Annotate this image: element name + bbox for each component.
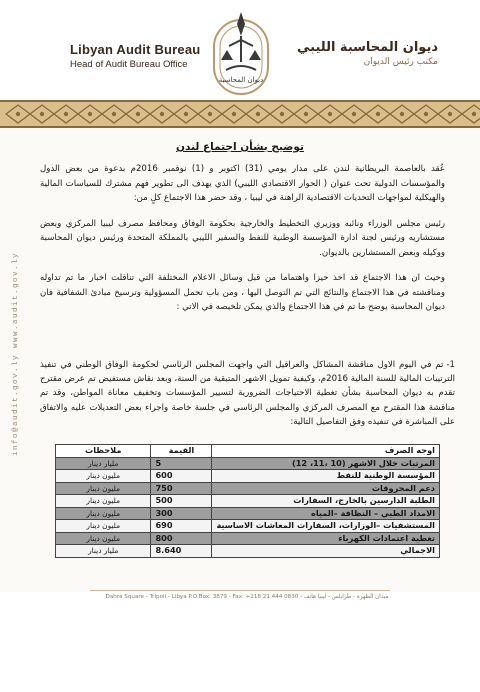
row-value: 300 [151,507,212,520]
ornament-dot [184,112,188,116]
numbered-item-1 [40,358,455,429]
body-paragraphs [40,162,445,326]
row-item: الاجمالي [212,545,440,558]
side-contact-strip [6,250,22,480]
letterhead [0,0,480,100]
ornament-dot [472,112,476,116]
ornament-dot [424,112,428,116]
table-row [56,457,440,470]
row-item: المرتبات خلال الاشهر (10 ،11، 12) [212,457,440,470]
audit-bureau-logo [212,10,270,96]
ornament-dot [16,112,20,116]
row-item: المؤسسة الوطنية للنفط [212,470,440,483]
paragraph-intro: عُقد بالعاصمة البريطانية لندن على مدار يومي (31) اكتوبر و (1) نوفمبر 2016م بدعوة من بعض الدول والمؤسسات الدولية تحت عنوان ( الحوار الاقتصادي الليبي) الذي يهدف الى تطوير فهم مشترك للسياسات المالية والهيكلية لمواجهات التحديات الاقتصادية الراهنة في ليبيا ، وقد حضر هذا الاجتماع كلٍ من: [40,164,446,203]
ornament-dot [280,112,284,116]
office-name-english: Head of Audit Bureau Office [70,59,188,70]
brand-arabic [268,40,438,67]
footer-address: Dahra Square - Tripoli - Libya P.O.Box: 3879 - Fax: +218 21 444 0830 - ميدان الظهرة - طرابلس - ليبيا هاتف [105,594,389,600]
ornament-dot [64,112,68,116]
side-url-text: info@audit.gov.ly www.audit.gov.ly [12,251,20,457]
row-value: 500 [151,495,212,508]
row-note: مليون دينار [56,520,151,533]
row-note: مليون دينار [56,507,151,520]
ornament-dot [400,112,404,116]
row-note: مليون دينار [56,532,151,545]
table-row [56,470,440,483]
row-value: 600 [151,470,212,483]
ornament-dot [208,112,212,116]
org-name-arabic: ديوان المحاسبة الليبي [297,40,438,55]
ornament-dot [136,112,140,116]
table-row [56,532,440,545]
ornament-dot [328,112,332,116]
row-value: 690 [151,520,212,533]
table-header-row [56,445,440,458]
paragraph-purpose: وحيث ان هذا الاجتماع قد اخذ حيزا واهتماما من قبل وسائل الاعلام المختلفة التي تناقلت اخبار ما تم تداوله ومناقشته في هذا الاجتماع والنتائج التي تم التوصل اليها ، ومن باب تحمل المسؤولية وترسيخ مبادئ الشفافية فان ديوان المحاسبة يوضح ما تم في هذا الاجتماع والذي يمكن تلخيصه في الاتي : [40,273,445,312]
row-value: 750 [151,482,212,495]
logo-text: ديوان المحاسبة [218,76,264,84]
ornament-dot [448,112,452,116]
ornament-dot [376,112,380,116]
ornament-dot [112,112,116,116]
brand-english [70,42,230,70]
row-item: تغطية اعتمادات الكهرباء [212,532,440,545]
row-note: مليون دينار [56,495,151,508]
row-item: الطلبة الدارسين بالخارج، السفارات [212,495,440,508]
header-value: القيمة [151,445,212,458]
document-title [0,141,480,153]
item-number: 1- [446,360,455,370]
item-text: تم في اليوم الاول مناقشة المشاكل والعراقيل التي واجهت المجلس الرئاسي لحكومة الوفاق الوطني في تنفيذ الترتيبات المالية للسنة المالية 2016م، وكيفية تمويل الاشهر المتبقية من السنة، وبعد نقاش مستفيض تم عرض مقترح تقدم به ديوان المحاسبة بشأن تغطية الاحتياجات الضرورية لتسيير المؤسسات وتخفيف معاناة المواطن، وقد تم مناقشة هذا المقترح مع المصرف المركزي والمجلس الرئاسي في جلسة خاصة واجراء بعض التعديلات عليه والاتفاق على المباشرة في تنفيذه وفق التفاصيل التالية: [40,360,455,427]
row-note: مليون دينار [56,470,151,483]
table-row [56,482,440,495]
row-item: دعم المحروقات [212,482,440,495]
row-item: الامداد الطبي – النظافة –المياه [212,507,440,520]
ornament-dot [160,112,164,116]
table-row [56,507,440,520]
table-row [56,545,440,558]
ornament-dot [304,112,308,116]
ornament-dot [40,112,44,116]
ornament-dot [256,112,260,116]
ornament-dot [88,112,92,116]
header-item: اوجه الصرف [212,445,440,458]
org-name-english: Libyan Audit Bureau [70,42,201,57]
ornament-dot [352,112,356,116]
office-name-arabic: مكتب رئيس الديوان [363,57,438,67]
title-text: توضيح بشأن اجتماع لندن [176,141,304,153]
header-notes: ملاحظات [56,445,151,458]
row-note: مليون دينار [56,482,151,495]
row-value: 8.640 [151,545,212,558]
table-row [56,520,440,533]
row-value: 800 [151,532,212,545]
row-note: مليار دينار [56,545,151,558]
footer-divider [90,590,390,591]
ornament-dot [232,112,236,116]
table-row [56,495,440,508]
expenditure-table [55,444,440,558]
paragraph-attendees: رئيس مجلس الوزراء ونائبه ووزيري التخطيط والخارجية بحكومة الوفاق ومحافظ مصرف ليبيا المركزي وبعض مستشاريه ورئيس لجنة ادارة المؤسسة الوطنية للنفط والسفير الليبي بالمملكة المتحدة ورئيس ديوان المحاسبة ووكيله وبعض المستشارين بالديوان. [40,218,445,258]
row-value: 5 [151,457,212,470]
row-note: مليار دينار [56,457,151,470]
table-body [56,457,440,557]
ornamental-band [0,100,480,128]
row-item: المستشفيات –الوزارات، السفارات المعاشات الاساسية [212,520,440,533]
page-footer [0,592,480,692]
